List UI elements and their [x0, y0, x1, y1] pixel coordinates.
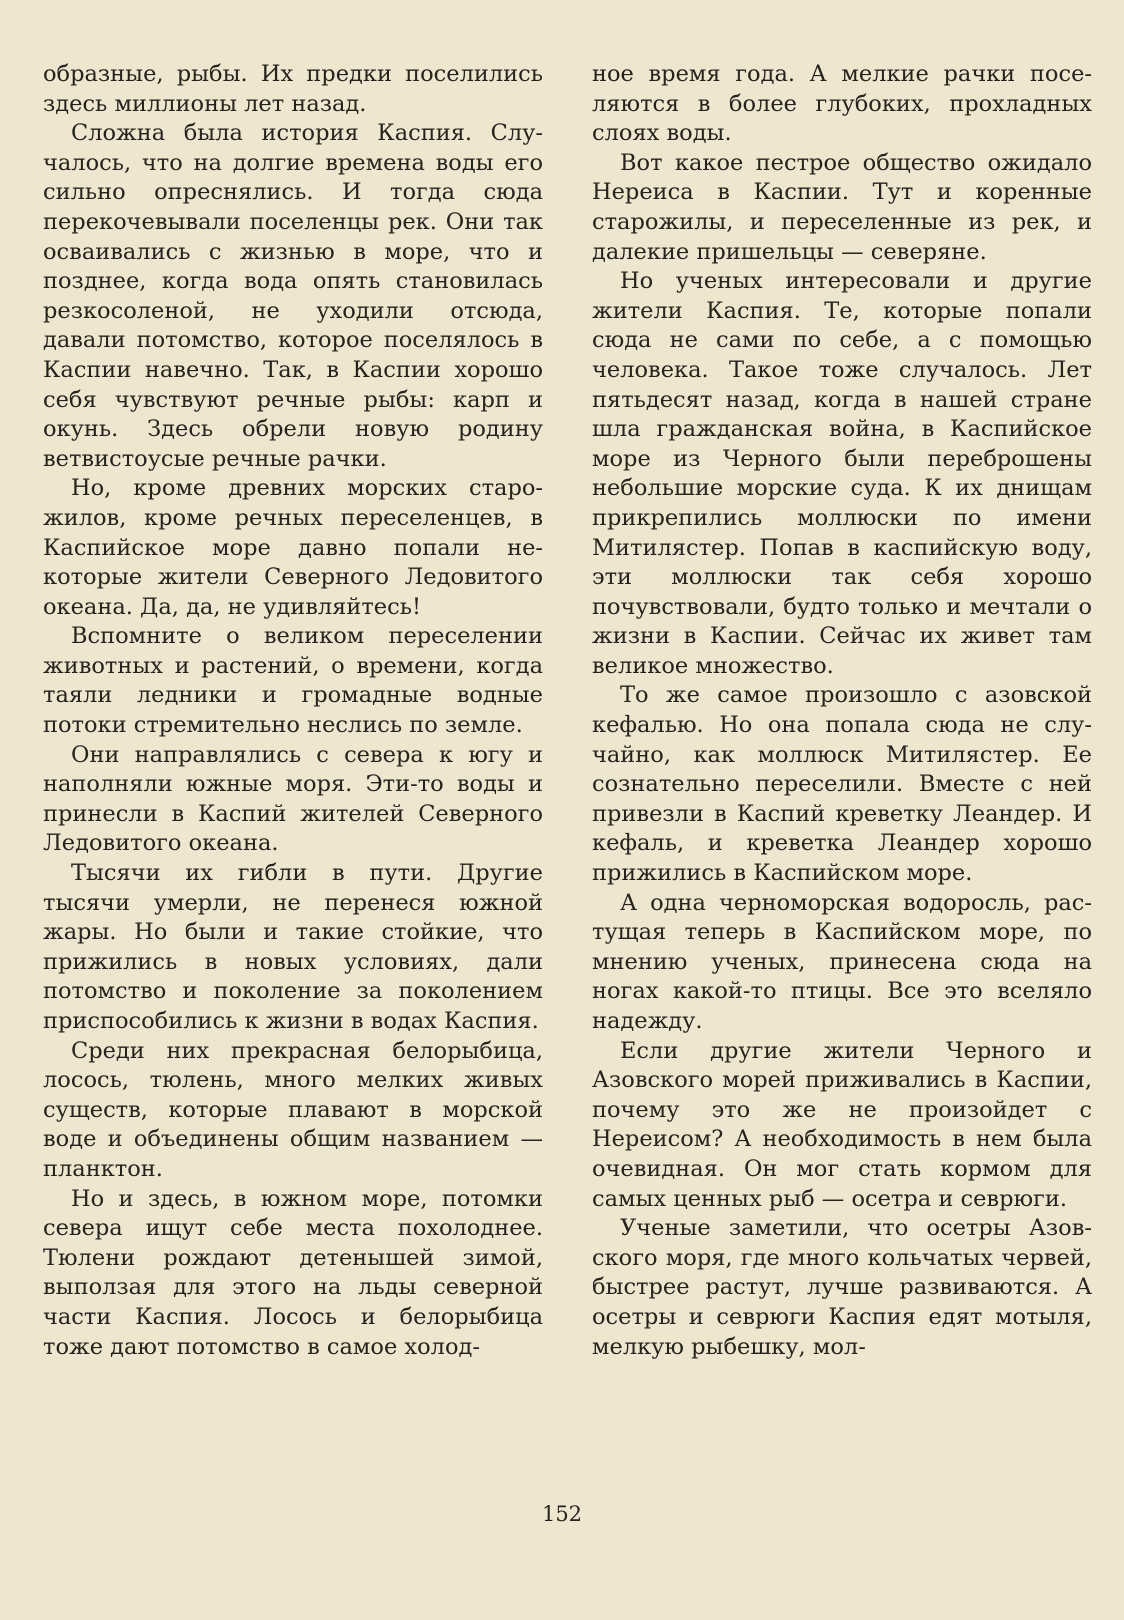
paragraph: образные, рыбы. Их предки поселились здесь миллионы лет назад. [43, 61, 543, 117]
paragraph: Тысячи их гибли в пути. Другие тысячи умерли, не перенеся южной жары. Но были и такие стойкие, что прижились в новых условиях, дали потомство и поколение за поколением приспособились к жизни в водах Каспия. [43, 860, 543, 1034]
left-column [43, 60, 543, 1362]
paragraph: Ученые заметили, что осетры Азовского моря, где много кольчатых червей, быстрее растут, лучше развиваются. А осетры и севрюги Каспия едят мотыля, мелкую рыбешку, мол- [592, 1215, 1092, 1360]
paragraph: Но ученых интересовали и другие жители Каспия. Те, которые попали сюда не сами по себе, а с помощью человека. Такое тоже случалось. Лет пятьдесят назад, когда в нашей стране шла гражданская война, в Каспийское море из Черного были переброшены небольшие морские суда. К их днищам прикрепились моллюски по имени Митилястер. Попав в каспийскую воду, эти моллюски так себя хорошо почувствовали, будто только и мечтали о жизни в Каспии. Сейчас их живет там великое множество. [592, 268, 1092, 679]
paragraph: Но и здесь, в южном море, потомки севера ищут себе места похолоднее. Тюлени рождают детенышей зимой, выползая для этого на льды северной части Каспия. Лосось и белорыбица тоже дают потомство в самое холод- [43, 1185, 543, 1360]
paragraph: Если другие жители Черного и Азовского морей приживались в Каспии, почему это же не произойдет с Нереисом? А необходимость в нем была очевидная. Он мог стать кормом для самых ценных рыб — осетра и севрюги. [592, 1037, 1092, 1212]
right-column [592, 60, 1092, 1362]
paragraph: А одна черноморская водоросль, растущая теперь в Каспийском море, по мнению ученых, принесена сюда на ногах какой-то птицы. Все это вселяло надежду. [592, 889, 1092, 1034]
paragraph: Вспомните о великом переселении животных и растений, о времени, когда таяли ледники и громадные водные потоки стремительно неслись по земле. [43, 623, 543, 739]
paragraph: Вот какое пестрое общество ожидало Нереиса в Каспии. Тут и коренные старожилы, и переселенные из рек, и далекие пришельцы — северяне. [592, 149, 1092, 265]
paragraph: ное время года. А мелкие рачки поселяются в более глубоких, прохладных слоях воды. [592, 61, 1092, 147]
paragraph: То же самое произошло с азовской кефалью. Но она попала сюда не случайно, как моллюск Митилястер. Ее сознательно переселили. Вместе с ней привезли в Каспий креветку Леандер. И кефаль, и креветка Леандер хорошо прижились в Каспийском море. [592, 682, 1092, 887]
paragraph: Они направлялись с севера к югу и наполняли южные моря. Эти-то воды и принесли в Каспий жителей Северного Ледовитого океана. [43, 741, 543, 857]
paragraph: Сложна была история Каспия. Случалось, что на долгие времена воды его сильно опреснялись. И тогда сюда перекочевывали поселенцы рек. Они так осваивались с жизнью в море, что и позднее, когда вода опять становилась резкосоленой, не уходили отсюда, давали потомство, которое поселялось в Каспии навечно. Так, в Каспии хорошо себя чувствуют речные рыбы: карп и окунь. Здесь обрели новую родину ветвистоусые речные рачки. [43, 120, 543, 472]
page-number: 152 [541, 1502, 583, 1526]
paragraph: Среди них прекрасная белорыбица, лосось, тюлень, много мелких живых существ, которые плавают в морской воде и объединены общим названием — планктон. [43, 1037, 543, 1182]
paragraph: Но, кроме древних морских старожилов, кроме речных переселенцев, в Каспийское море давно попали некоторые жители Северного Ледовитого океана. Да, да, не удивляйтесь! [43, 475, 543, 620]
